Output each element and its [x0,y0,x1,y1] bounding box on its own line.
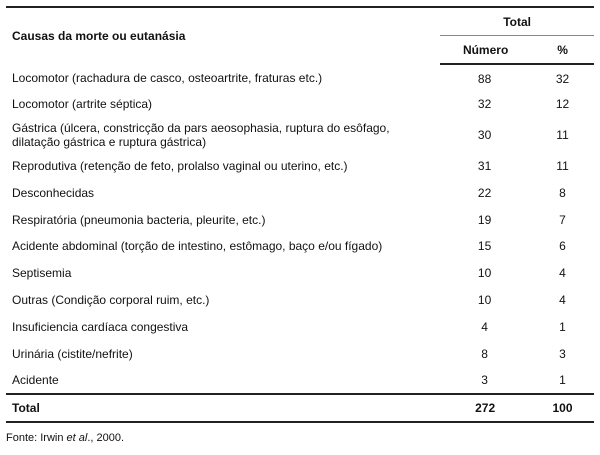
cell-cause: Desconhecidas [12,185,95,200]
table-row [6,340,594,367]
table-row [6,260,594,287]
table-row [6,233,594,260]
cell-number: 32 [477,97,492,112]
cell-percent: 11 [556,158,569,173]
table-row [6,313,594,340]
causes-of-death-table [6,6,594,423]
cell-number: 15 [477,239,492,254]
cell-cause: Insuficiencia cardíaca congestiva [12,319,189,334]
cell-percent: 6 [559,239,566,254]
cell-percent: 4 [559,266,566,281]
cell-number: 8 [481,346,488,361]
table-row [6,206,594,233]
header-row-top [6,7,594,36]
table-row [6,367,594,394]
header-percent: % [531,36,594,65]
cell-percent: 32 [555,71,570,86]
total-label: Total [6,394,440,422]
cell-cause: Outras (Condição corporal ruim, etc.) [12,292,210,307]
cell-number: 31 [477,158,492,173]
table-row [6,179,594,206]
table-row [6,287,594,314]
cell-number: 30 [477,128,492,143]
data-table-container [6,6,594,423]
cell-cause-line-1: Gástrica (úlcera, constricção da pars aeosophasia, ruptura do esôfago, [12,121,390,136]
cell-percent: 7 [559,212,566,227]
cell-cause: Urinária (cistite/nefrite) [12,346,133,361]
table-row [6,153,594,180]
cell-cause-line-2: dilatação gástrica e ruptura gástrica) [12,135,207,150]
cell-percent: 11 [556,128,569,143]
source-suffix: ., 2000. [87,432,125,444]
total-percent: 100 [531,394,594,422]
source-prefix: Fonte: Irwin [6,432,67,444]
source-citation [6,432,124,444]
cell-cause: Acidente abdominal (torção de intestino, estômago, baço e/ou fígado) [12,239,383,254]
cell-percent: 1 [559,319,566,334]
cell-number: 3 [481,372,488,387]
cell-number: 10 [477,266,492,281]
header-causes: Causas da morte ou eutanásia [6,7,440,64]
cell-percent: 8 [559,185,566,200]
cell-cause: Locomotor (artrite séptica) [12,97,153,112]
cell-cause: Respiratória (pneumonia bacteria, pleurite, etc.) [12,212,266,227]
cell-cause: Acidente [12,372,59,387]
cell-number: 4 [481,319,488,334]
total-number: 272 [440,394,531,422]
cell-cause: Septisemia [12,266,72,281]
header-number: Número [440,36,531,65]
cell-percent: 12 [555,97,570,112]
cell-cause [6,118,440,153]
header-total-group: Total [440,7,594,36]
cell-cause: Reprodutiva (retenção de feto, prolalso vaginal ou uterino, etc.) [12,158,348,173]
table-row [6,91,594,118]
cell-cause: Locomotor (rachadura de casco, osteoartrite, fraturas etc.) [12,71,323,86]
cell-number: 88 [477,71,492,86]
table-row [6,64,594,91]
cell-number: 19 [477,212,492,227]
cell-percent: 3 [559,346,566,361]
cell-number: 22 [477,185,492,200]
cell-number: 10 [477,292,492,307]
cell-percent: 4 [559,292,566,307]
source-etal: et al [66,432,88,444]
table-row [6,118,594,153]
total-row [6,394,594,422]
cell-percent: 1 [559,372,566,387]
